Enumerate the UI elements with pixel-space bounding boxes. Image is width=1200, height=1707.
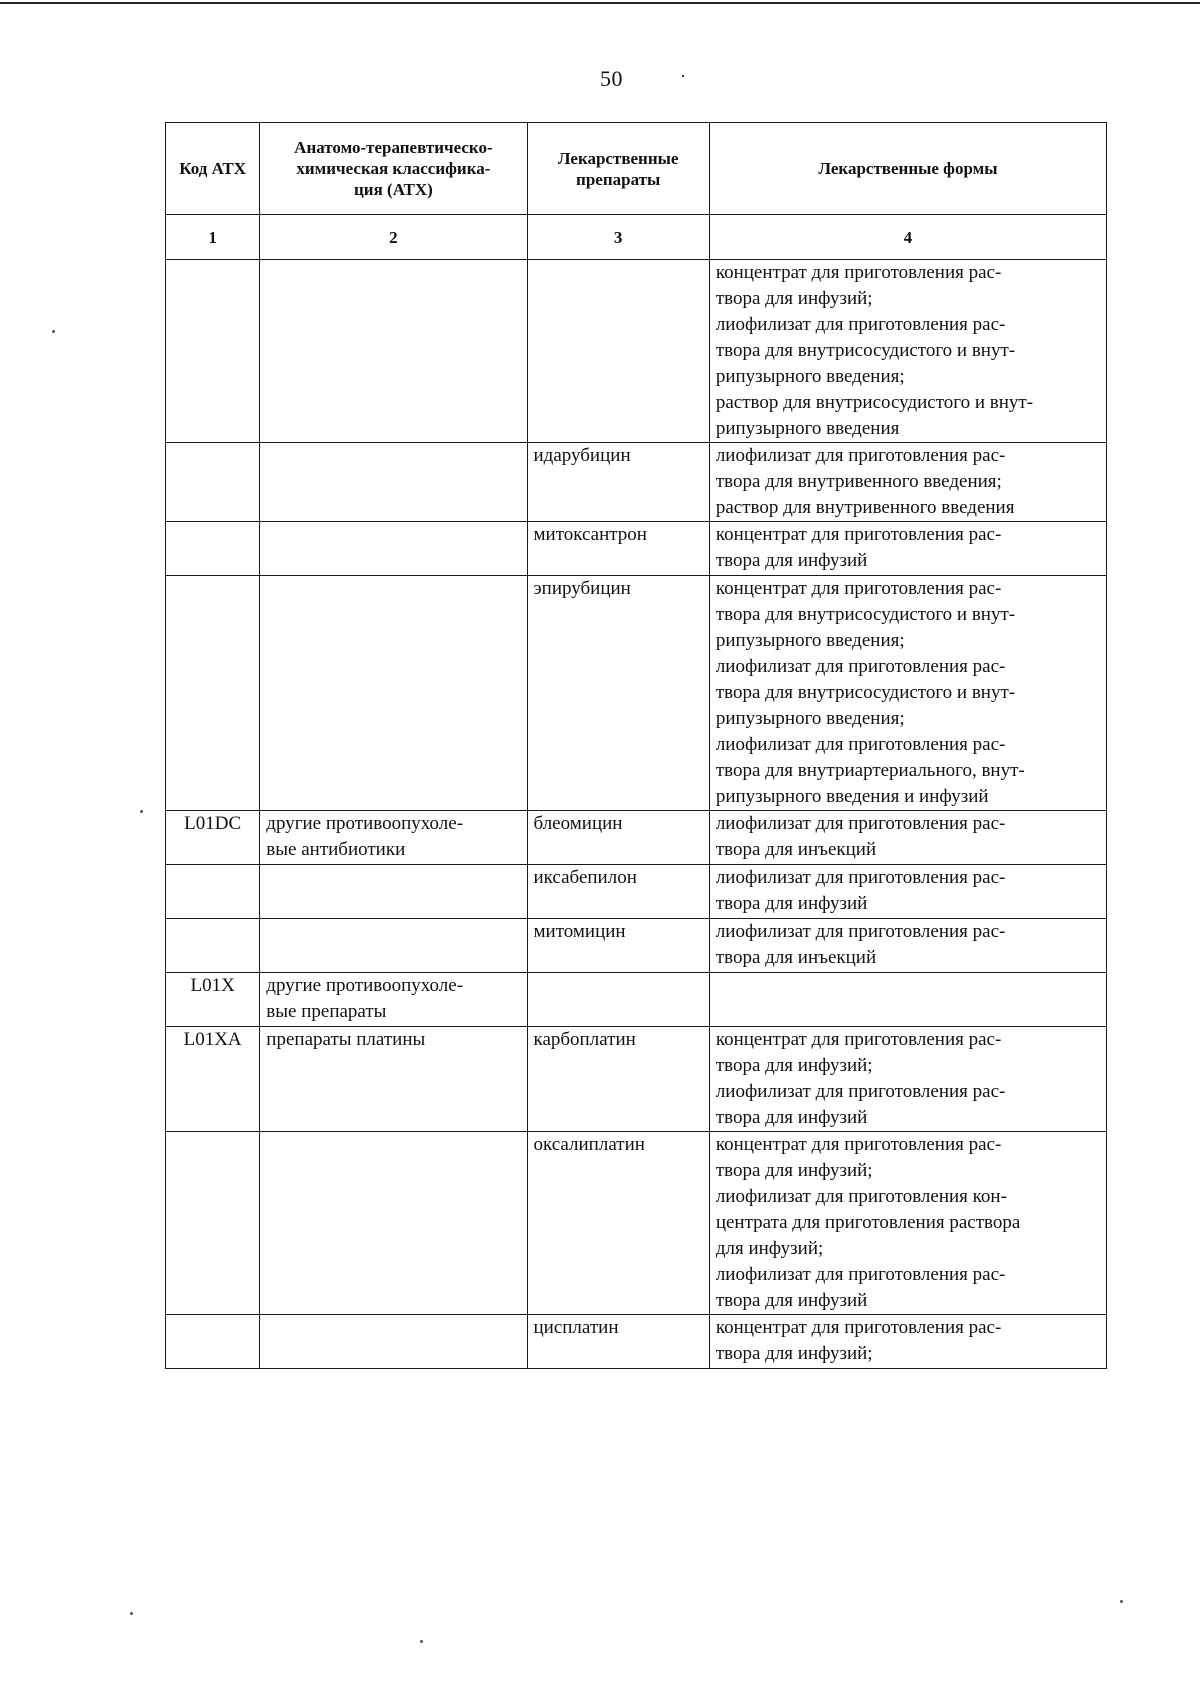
column-number: 1 <box>166 215 260 260</box>
drug-name-cell <box>527 973 709 1027</box>
dosage-form-line: концентрат для приготовления рас- <box>715 1317 1002 1338</box>
classification-line: вые препараты <box>266 1001 387 1022</box>
table-row <box>166 260 1107 443</box>
dosage-form-line: твора для инфузий; <box>715 288 873 309</box>
dosage-forms-cell <box>709 865 1106 919</box>
classification-line: другие противоопухоле- <box>266 813 464 834</box>
dosage-form-line: рипузырного введения; <box>715 630 905 651</box>
atx-code-cell <box>166 443 260 522</box>
atx-classification-cell <box>260 443 527 522</box>
table-row <box>166 1132 1107 1315</box>
header-drugs: Лекарственные препараты <box>527 123 709 215</box>
dosage-form-line: лиофилизат для приготовления рас- <box>715 867 1006 888</box>
atx-code-cell <box>166 1132 260 1315</box>
atx-classification-cell <box>260 973 527 1027</box>
atx-classification-cell <box>260 576 527 811</box>
scan-speck <box>1120 1600 1123 1603</box>
dosage-forms-cell <box>709 1027 1106 1132</box>
dosage-forms-cell <box>709 1132 1106 1315</box>
dosage-form-line: твора для внутрисосудистого и внут- <box>715 340 1016 361</box>
dosage-form-line: для инфузий; <box>715 1238 824 1259</box>
dosage-forms-cell <box>709 919 1106 973</box>
dosage-forms-cell <box>709 260 1106 443</box>
dosage-form-line: раствор для внутрисосудистого и внут- <box>715 392 1034 413</box>
drug-name-cell: эпирубицин <box>527 576 709 811</box>
table-row <box>166 443 1107 522</box>
scan-speck <box>130 1612 133 1615</box>
dosage-form-line: твора для инъекций <box>715 839 877 860</box>
drug-name-cell: карбоплатин <box>527 1027 709 1132</box>
atx-classification-cell <box>260 1315 527 1369</box>
dosage-form-line: центрата для приготовления раствора <box>715 1212 1021 1233</box>
dosage-form-line: твора для инфузий <box>715 1290 868 1311</box>
table-row <box>166 1027 1107 1132</box>
classification-line: другие противоопухоле- <box>266 975 464 996</box>
dosage-form-line: раствор для внутривенного введения <box>715 497 1015 518</box>
drug-name-cell: цисплатин <box>527 1315 709 1369</box>
atx-code-cell <box>166 919 260 973</box>
dosage-form-line: твора для инфузий <box>715 893 868 914</box>
dosage-forms-cell <box>709 973 1106 1027</box>
dosage-form-line: лиофилизат для приготовления рас- <box>715 813 1006 834</box>
dosage-form-line: лиофилизат для приготовления рас- <box>715 314 1006 335</box>
dosage-forms-cell <box>709 443 1106 522</box>
atx-code-cell: L01DC <box>166 811 260 865</box>
drug-name-cell: иксабепилон <box>527 865 709 919</box>
dosage-form-line: концентрат для приготовления рас- <box>715 1029 1002 1050</box>
dosage-form-line: лиофилизат для приготовления рас- <box>715 921 1006 942</box>
atx-code-cell <box>166 576 260 811</box>
atx-classification-cell <box>260 522 527 576</box>
atx-code-cell <box>166 865 260 919</box>
atx-classification-cell <box>260 811 527 865</box>
column-number: 3 <box>527 215 709 260</box>
drug-name-cell: идарубицин <box>527 443 709 522</box>
dosage-form-line: твора для инфузий; <box>715 1343 873 1364</box>
atx-classification-cell <box>260 919 527 973</box>
header-atx-classification: Анатомо-терапевтическо- химическая классифика- ция (АТХ) <box>260 123 527 215</box>
dosage-form-line: твора для внутрисосудистого и внут- <box>715 682 1016 703</box>
header-dosage-forms: Лекарственные формы <box>709 123 1106 215</box>
dosage-form-line: лиофилизат для приготовления рас- <box>715 1081 1006 1102</box>
dosage-forms-cell <box>709 811 1106 865</box>
dosage-form-line: концентрат для приготовления рас- <box>715 524 1002 545</box>
scan-speck <box>140 810 143 813</box>
page-number: 50 <box>600 66 623 91</box>
drug-name-cell <box>527 260 709 443</box>
drug-name-cell: митоксантрон <box>527 522 709 576</box>
dosage-form-line: твора для инфузий; <box>715 1160 873 1181</box>
atx-classification-cell <box>260 1027 527 1132</box>
dosage-form-line: твора для инфузий; <box>715 1055 873 1076</box>
dosage-form-line: рипузырного введения; <box>715 708 905 729</box>
dosage-form-line: твора для внутрисосудистого и внут- <box>715 604 1016 625</box>
dosage-form-line: твора для внутриартериального, внут- <box>715 760 1025 781</box>
table-row <box>166 919 1107 973</box>
table-row <box>166 973 1107 1027</box>
dosage-form-line: лиофилизат для приготовления рас- <box>715 656 1006 677</box>
atx-code-cell <box>166 1315 260 1369</box>
dosage-form-line: твора для инъекций <box>715 947 877 968</box>
atx-code-cell <box>166 260 260 443</box>
table-body <box>166 260 1107 1369</box>
table-row <box>166 1315 1107 1369</box>
classification-line: препараты платины <box>266 1029 426 1050</box>
atx-classification-cell <box>260 865 527 919</box>
table-header-row <box>166 123 1107 215</box>
atx-code-cell <box>166 522 260 576</box>
table-row <box>166 811 1107 865</box>
dosage-form-line: концентрат для приготовления рас- <box>715 1134 1002 1155</box>
atx-classification-cell <box>260 1132 527 1315</box>
atx-drug-table <box>165 122 1107 1369</box>
table-row <box>166 865 1107 919</box>
dosage-form-line: рипузырного введения и инфузий <box>715 786 989 807</box>
header-atx-code: Код АТХ <box>166 123 260 215</box>
dosage-form-line: лиофилизат для приготовления рас- <box>715 445 1006 466</box>
dosage-forms-cell <box>709 522 1106 576</box>
drug-name-cell: блеомицин <box>527 811 709 865</box>
atx-classification-cell <box>260 260 527 443</box>
dosage-form-line: твора для внутривенного введения; <box>715 471 1002 492</box>
column-number: 2 <box>260 215 527 260</box>
dosage-form-line: концентрат для приготовления рас- <box>715 262 1002 283</box>
dosage-forms-cell <box>709 576 1106 811</box>
classification-line: вые антибиотики <box>266 839 406 860</box>
atx-code-cell: L01X <box>166 973 260 1027</box>
dosage-forms-cell <box>709 1315 1106 1369</box>
scan-speck: · <box>680 66 686 86</box>
table-row <box>166 576 1107 811</box>
dosage-form-line: лиофилизат для приготовления рас- <box>715 1264 1006 1285</box>
column-number: 4 <box>709 215 1106 260</box>
atx-code-cell: L01XA <box>166 1027 260 1132</box>
column-number-row <box>166 215 1107 260</box>
top-edge-rule <box>0 2 1200 4</box>
dosage-form-line: твора для инфузий <box>715 550 868 571</box>
table-row <box>166 522 1107 576</box>
dosage-form-line: рипузырного введения <box>715 418 900 439</box>
dosage-form-line: лиофилизат для приготовления рас- <box>715 734 1006 755</box>
scan-speck <box>420 1640 423 1643</box>
dosage-form-line: твора для инфузий <box>715 1107 868 1128</box>
drug-name-cell: митомицин <box>527 919 709 973</box>
dosage-form-line: рипузырного введения; <box>715 366 905 387</box>
drug-name-cell: оксалиплатин <box>527 1132 709 1315</box>
scan-speck <box>52 330 55 333</box>
dosage-form-line: концентрат для приготовления рас- <box>715 578 1002 599</box>
dosage-form-line: лиофилизат для приготовления кон- <box>715 1186 1007 1207</box>
